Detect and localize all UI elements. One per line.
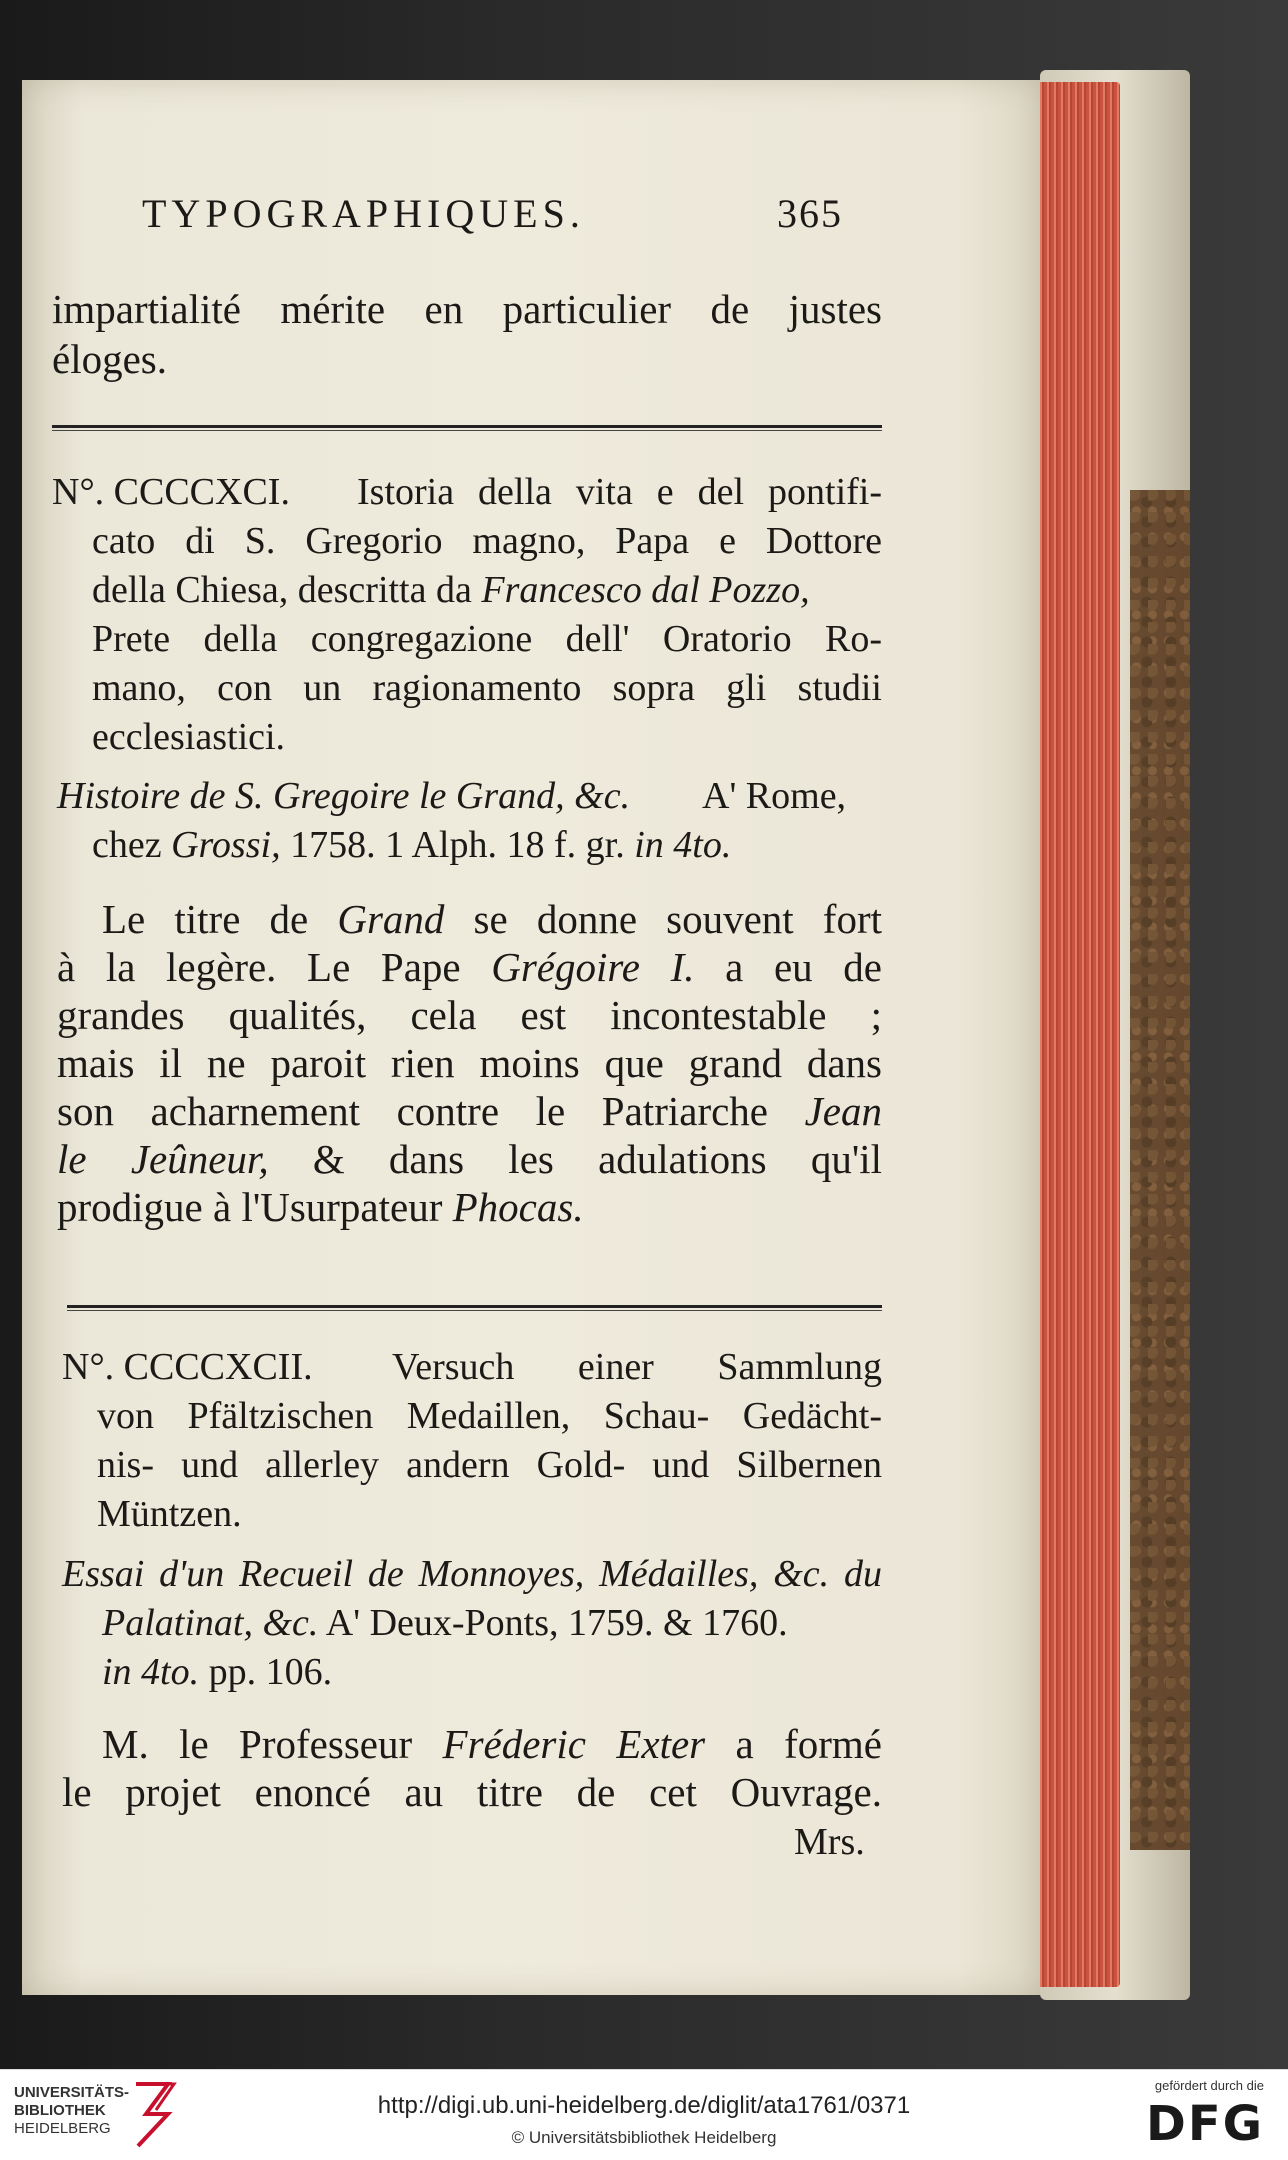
- commentary-italic: le Jeûneur,: [57, 1136, 269, 1182]
- entry-title-line: von Pfältzischen Medaillen, Schau- Gedächt-: [97, 1395, 882, 1437]
- commentary-text: M. le Professeur: [102, 1721, 413, 1767]
- page-edges: [1030, 82, 1120, 1987]
- commentary-text: a formé: [735, 1721, 883, 1767]
- entry-number: N°. CCCCXCII.: [62, 1346, 313, 1388]
- page-number: 365: [777, 191, 843, 236]
- viewer-footer: [0, 2069, 1288, 2160]
- marbled-cover: [1130, 490, 1190, 1850]
- entry-title-line: mano, con un ragionamento sopra gli studii: [92, 667, 882, 709]
- commentary-text: prodigue à l'Usurpateur: [57, 1184, 443, 1230]
- dfg-logo: DFG: [1145, 2096, 1264, 2152]
- commentary-text: a eu de: [725, 944, 882, 990]
- commentary-text: grandes qualités, cela est incontestable ;: [57, 992, 882, 1038]
- commentary-italic: Jean: [804, 1088, 883, 1134]
- commentary-text: se donne souvent fort: [473, 896, 883, 942]
- entry-publisher: Grossi,: [171, 824, 281, 866]
- commentary-text: Le titre de: [102, 896, 309, 942]
- entry-pages: pp. 106.: [208, 1651, 333, 1693]
- entry-title-line: cato di S. Gregorio magno, Papa e Dottore: [92, 520, 882, 562]
- section-rule: [52, 425, 882, 428]
- commentary-italic: Fréderic Exter: [442, 1721, 706, 1767]
- library-name-line: HEIDELBERG: [14, 2120, 111, 2137]
- entry-translation: Essai d'un Recueil de Monnoyes, Médailles, &c. du: [62, 1553, 882, 1595]
- entry-title-line: Müntzen.: [97, 1493, 242, 1535]
- entry-format: in 4to.: [634, 824, 732, 866]
- entry-title-line: nis- und allerley andern Gold- und Silbernen: [97, 1444, 882, 1486]
- book-page: [22, 80, 1040, 1995]
- catchword: Mrs.: [794, 1821, 865, 1863]
- library-name-line: BIBLIOTHEK: [14, 2102, 106, 2119]
- entry-translation: chez: [92, 824, 172, 866]
- section-rule: [67, 1305, 882, 1308]
- library-name-line: UNIVERSITÄTS-: [14, 2084, 130, 2101]
- entry-translation-place: A' Rome,: [702, 775, 847, 817]
- permalink[interactable]: http://digi.ub.uni-heidelberg.de/diglit/ata1761/0371: [377, 2092, 911, 2119]
- entry-title-line: Prete della congregazione dell' Oratorio Ro-: [92, 618, 882, 660]
- commentary-text: le projet enoncé au titre de cet Ouvrage.: [62, 1769, 882, 1815]
- entry-author: Francesco dal Pozzo,: [481, 569, 810, 611]
- funding-label: gefördert durch die: [1154, 2078, 1264, 2093]
- commentary-text: son acharnement contre le Patriarche: [57, 1088, 768, 1134]
- commentary-italic: Grand: [337, 896, 445, 942]
- entry-title-line: Versuch einer Sammlung: [392, 1346, 882, 1388]
- entry-title-line: ecclesiastici.: [92, 716, 286, 758]
- commentary-text: & dans les adulations qu'il: [312, 1136, 883, 1182]
- entry-translation: Palatinat, &c.: [102, 1602, 319, 1644]
- entry-imprint: 1758. 1 Alph. 18 f. gr.: [290, 824, 625, 866]
- copyright-notice: © Universitätsbibliothek Heidelberg: [511, 2128, 777, 2147]
- entry-imprint: A' Deux-Ponts, 1759. & 1760.: [325, 1602, 788, 1644]
- entry-title-line: Istoria della vita e del pontifi-: [357, 471, 882, 513]
- entry-format: in 4to.: [102, 1651, 200, 1693]
- continuation-line: éloges.: [52, 336, 167, 382]
- commentary-italic: Grégoire I.: [491, 944, 695, 990]
- commentary-text: mais il ne paroit rien moins que grand dans: [57, 1040, 882, 1086]
- entry-title-line: della Chiesa, descritta da: [92, 569, 482, 611]
- entry-number: N°. CCCCXCI.: [52, 471, 290, 513]
- continuation-line: impartialité mérite en particulier de justes: [52, 286, 882, 332]
- entry-translation: Histoire de S. Gregoire le Grand, &c.: [57, 775, 631, 817]
- commentary-text: à la legère. Le Pape: [57, 944, 461, 990]
- commentary-italic: Phocas.: [452, 1184, 584, 1230]
- running-head: TYPOGRAPHIQUES.: [142, 191, 585, 236]
